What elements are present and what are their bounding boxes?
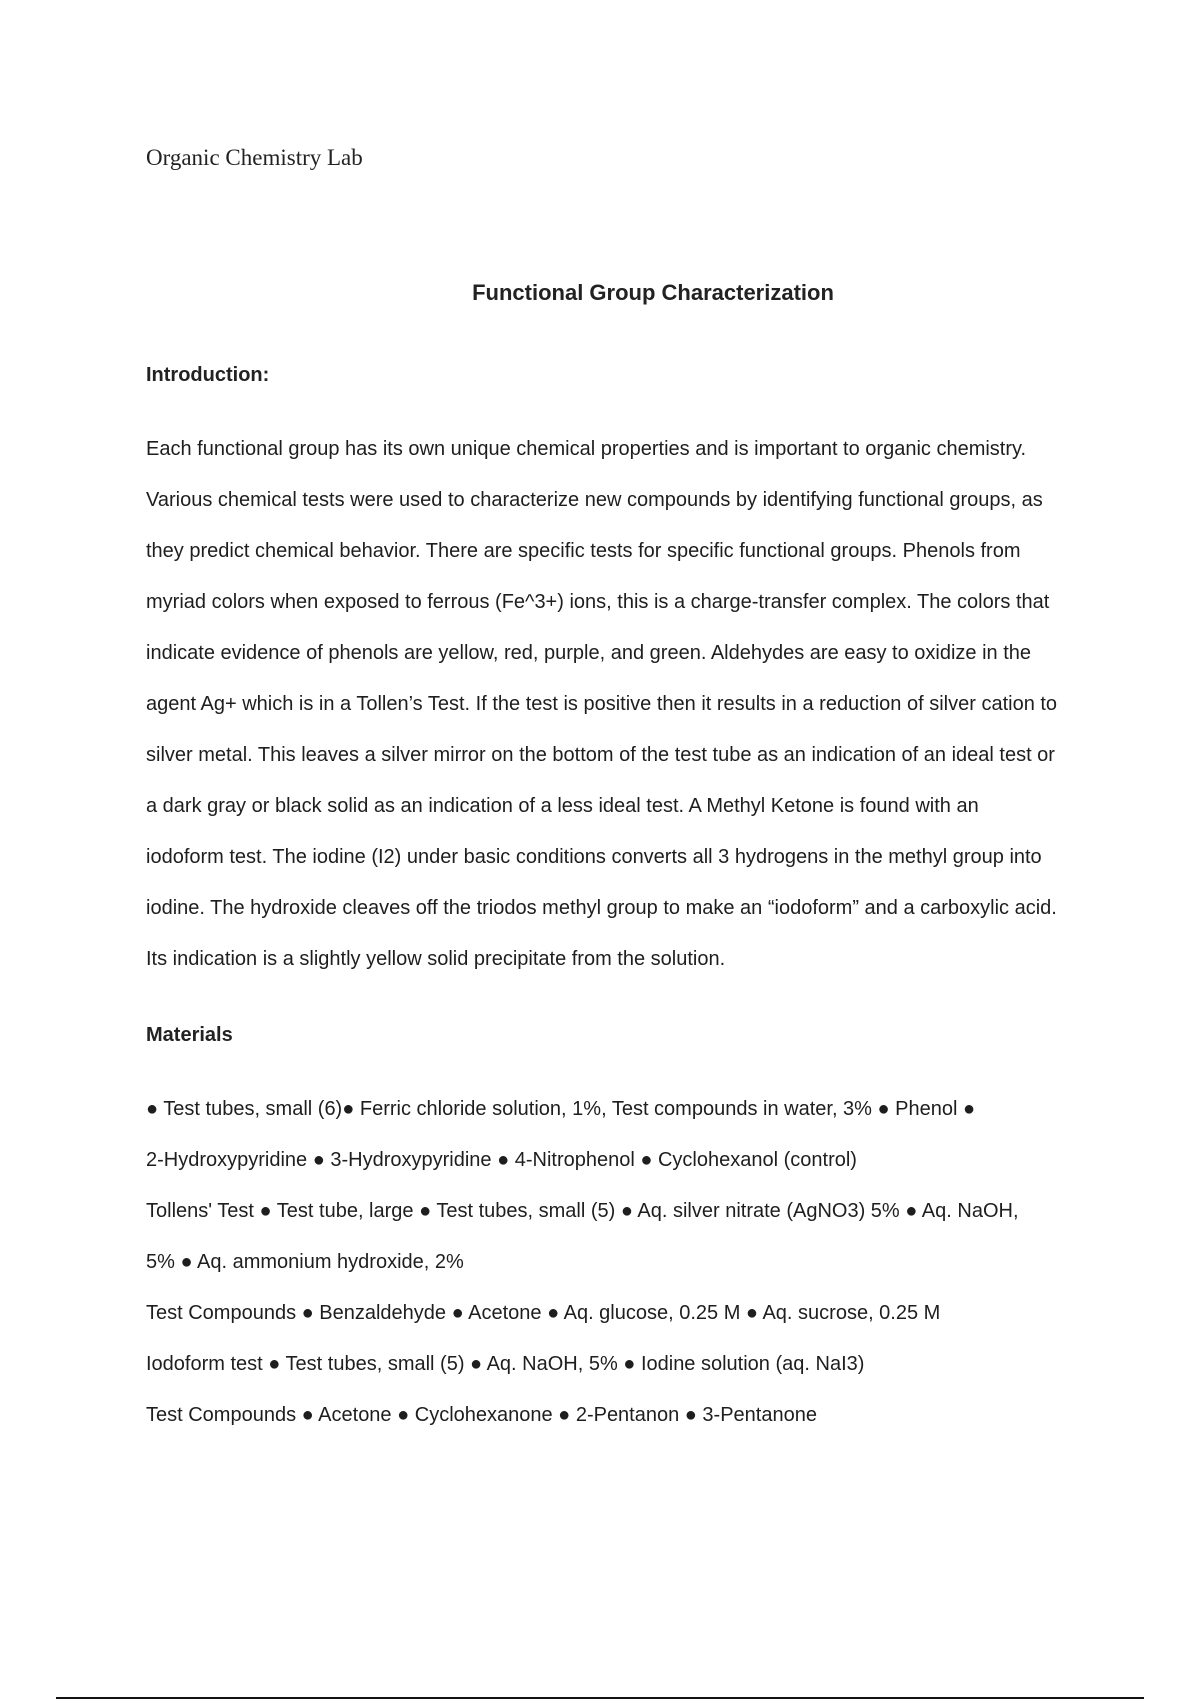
- paragraph-line: agent Ag+ which is in a Tollen’s Test. If the test is positive then it results in a reduction of silver cation to: [146, 693, 1058, 715]
- paragraph-line: Its indication is a slightly yellow solid precipitate from the solution.: [146, 948, 726, 970]
- materials-heading: Materials: [146, 1024, 233, 1046]
- paragraph-line: Each functional group has its own unique chemical properties and is important to organic chemistry.: [146, 438, 1027, 460]
- paragraph-line: indicate evidence of phenols are yellow, red, purple, and green. Aldehydes are easy to oxidize in the: [146, 642, 1032, 664]
- paragraph-line: a dark gray or black solid as an indication of a less ideal test. A Methyl Ketone is found with an: [146, 795, 979, 817]
- paragraph-line: iodine. The hydroxide cleaves off the triodos methyl group to make an “iodoform” and a carboxylic acid.: [146, 897, 1057, 919]
- materials-line: 5% ● Aq. ammonium hydroxide, 2%: [146, 1251, 464, 1273]
- materials-line: 2-Hydroxypyridine ● 3-Hydroxypyridine ● 4-Nitrophenol ● Cyclohexanol (control): [146, 1149, 857, 1171]
- introduction-paragraph: [146, 432, 1166, 993]
- paragraph-line: myriad colors when exposed to ferrous (Fe^3+) ions, this is a charge-transfer complex. The colors that: [146, 591, 1050, 613]
- materials-line: ● Test tubes, small (6)● Ferric chloride solution, 1%, Test compounds in water, 3% ● Phenol ●: [146, 1098, 976, 1120]
- materials-line: Test Compounds ● Acetone ● Cyclohexanone ● 2-Pentanon ● 3-Pentanone: [146, 1404, 817, 1426]
- course-name: Organic Chemistry Lab: [146, 145, 363, 170]
- materials-list: [146, 1092, 1166, 1449]
- materials-line: Tollens' Test ● Test tube, large ● Test tubes, small (5) ● Aq. silver nitrate (AgNO3) 5% ● Aq. NaOH,: [146, 1200, 1019, 1222]
- paragraph-line: they predict chemical behavior. There are specific tests for specific functional groups. Phenols from: [146, 540, 1021, 562]
- materials-line: Iodoform test ● Test tubes, small (5) ● Aq. NaOH, 5% ● Iodine solution (aq. NaI3): [146, 1353, 865, 1375]
- document-title: Functional Group Characterization: [472, 280, 834, 305]
- materials-line: Test Compounds ● Benzaldehyde ● Acetone ● Aq. glucose, 0.25 M ● Aq. sucrose, 0.25 M: [146, 1302, 941, 1324]
- page-divider: [56, 1697, 1144, 1699]
- paragraph-line: iodoform test. The iodine (I2) under basic conditions converts all 3 hydrogens in the methyl group into: [146, 846, 1042, 868]
- introduction-heading: Introduction:: [146, 364, 270, 386]
- paragraph-line: Various chemical tests were used to characterize new compounds by identifying functional groups, as: [146, 489, 1043, 511]
- paragraph-line: silver metal. This leaves a silver mirror on the bottom of the test tube as an indication of an ideal test or: [146, 744, 1055, 766]
